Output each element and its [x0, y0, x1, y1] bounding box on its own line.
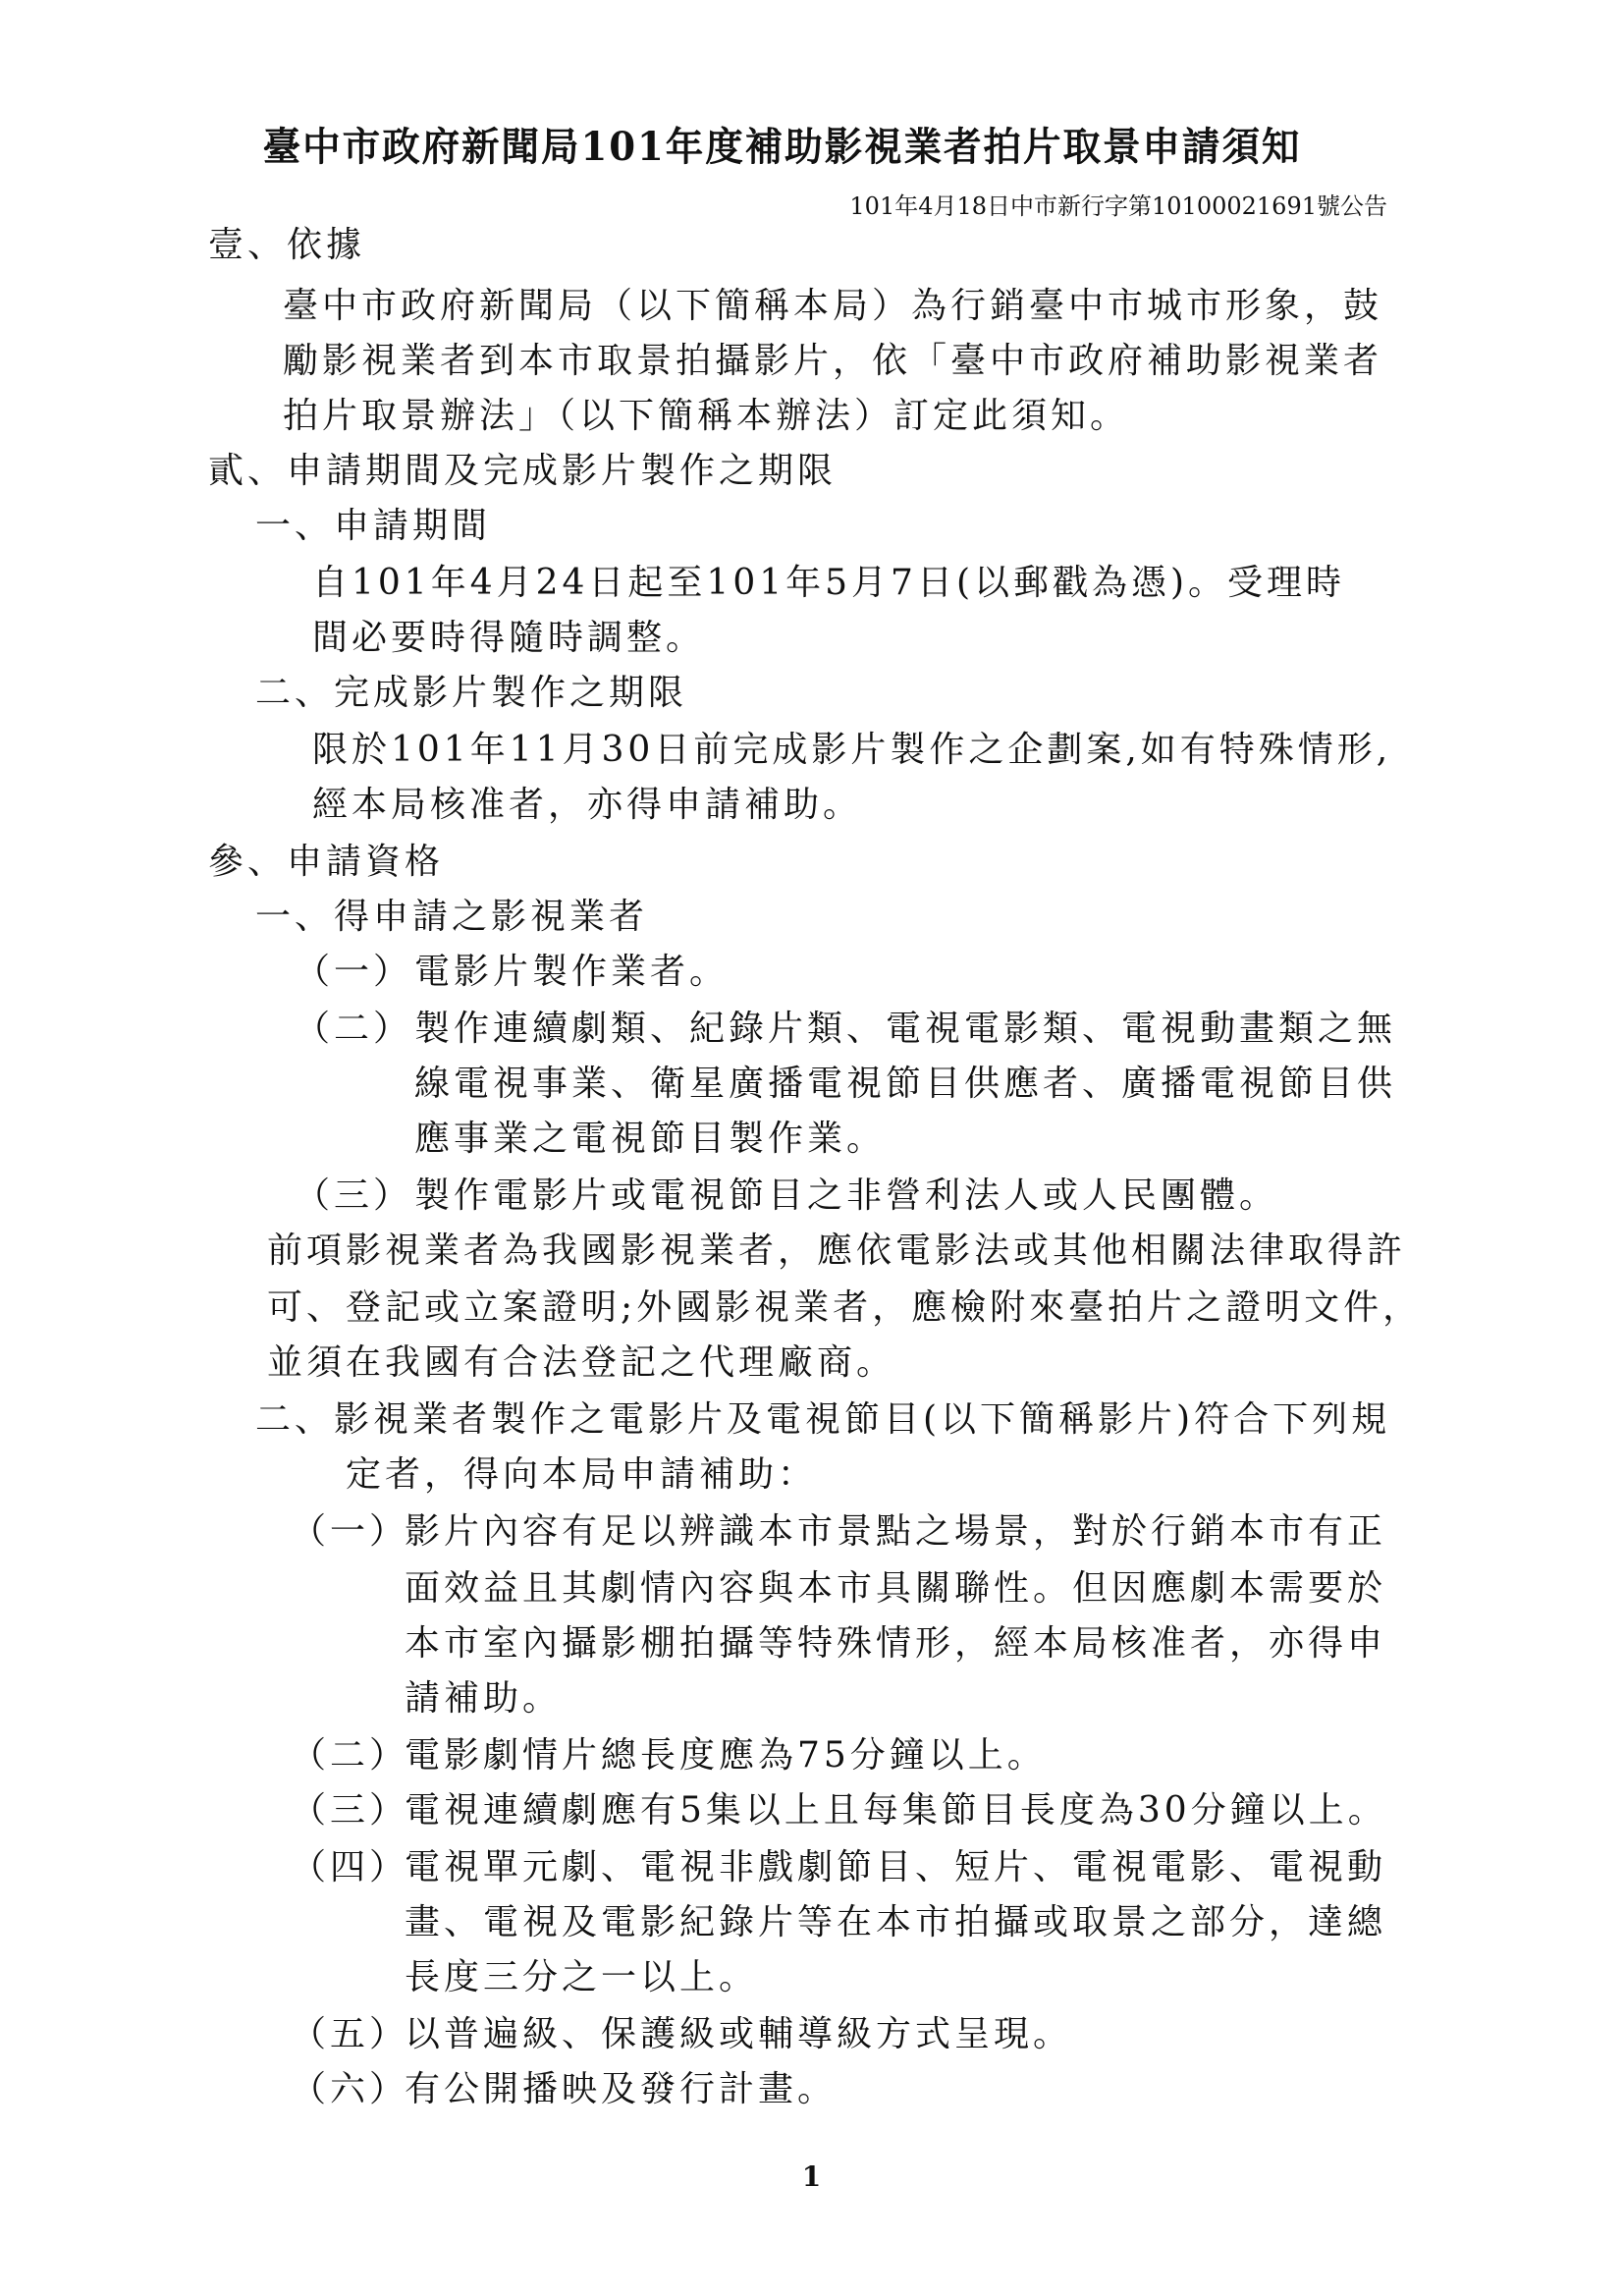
subitem-line: 長度三分之一以上。	[405, 1957, 759, 1997]
page-number: 1	[801, 2160, 822, 2193]
subitem-line: 電影劇情片總長度應為75分鐘以上。	[405, 1735, 1047, 1776]
subitem-line: 製作電影片或電視節目之非營利法人或人民團體。	[414, 1175, 1279, 1216]
subitem-label: （四）	[291, 1847, 409, 1887]
eligibility-note-line-3: 並須在我國有合法登記之代理廠商。	[267, 1342, 896, 1383]
subitem-line: 畫、電視及電影紀錄片等在本市拍攝或取景之部分，達總	[405, 1902, 1387, 1942]
subitem-label: （三）	[291, 1790, 409, 1831]
announcement-reference: 101年4月18日中市新行字第10100021691號公告	[849, 192, 1387, 220]
section-2-item-1-line-1: 自101年4月24日起至101年5月7日(以郵戳為憑)。受理時	[312, 563, 1346, 603]
subitem-line: 製作連續劇類、紀錄片類、電視電影類、電視動畫類之無	[414, 1009, 1397, 1049]
section-1-line-3: 拍片取景辦法」（以下簡稱本辦法）訂定此須知。	[283, 396, 1130, 436]
subitem-line: 有公開播映及發行計畫。	[405, 2069, 838, 2109]
section-3-item-1-heading: 一、得申請之影視業者	[255, 897, 649, 937]
section-heading-2: 貳、申請期間及完成影片製作之期限	[208, 451, 838, 491]
subitem-line: 面效益且其劇情內容與本市具關聯性。但因應劇本需要於	[405, 1568, 1387, 1609]
subitem-line: 電影片製作業者。	[414, 952, 730, 992]
subitem-line: 本市室內攝影棚拍攝等特殊情形，經本局核准者，亦得申	[405, 1623, 1387, 1664]
section-1-line-2: 勵影視業者到本市取景拍攝影片，依「臺中市政府補助影視業者	[283, 341, 1383, 381]
subitem-line: 線電視事業、衛星廣播電視節目供應者、廣播電視節目供	[414, 1064, 1397, 1104]
subitem-label: （二）	[295, 1009, 413, 1049]
section-3-item-2-heading-line-2: 定者，得向本局申請補助：	[346, 1454, 818, 1495]
subitem-label: （二）	[291, 1735, 409, 1776]
subitem-label: （六）	[291, 2069, 409, 2109]
section-heading-1: 壹、依據	[208, 225, 366, 265]
subitem-line: 以普遍級、保護級或輔導級方式呈現。	[405, 2014, 1073, 2054]
section-3-item-2-heading-line-1: 二、影視業者製作之電影片及電視節目(以下簡稱影片)符合下列規	[255, 1399, 1391, 1440]
subitem-label: （五）	[291, 2014, 409, 2054]
subitem-line: 影片內容有足以辨識本市景點之場景，對於行銷本市有正	[405, 1511, 1387, 1552]
subitem-line: 請補助。	[405, 1678, 563, 1719]
section-2-item-2-line-2: 經本局核准者，亦得申請補助。	[312, 785, 863, 825]
section-2-item-1-heading: 一、申請期間	[255, 506, 492, 546]
subitem-label: （一）	[291, 1511, 409, 1552]
section-1-line-1: 臺中市政府新聞局（以下簡稱本局）為行銷臺中市城市形象，鼓	[283, 286, 1383, 326]
section-heading-3: 參、申請資格	[208, 842, 445, 882]
subitem-label: （一）	[295, 952, 413, 992]
section-2-item-2-heading: 二、完成影片製作之期限	[255, 673, 688, 713]
subitem-line: 電視連續劇應有5集以上且每集節目長度為30分鐘以上。	[405, 1790, 1387, 1831]
subitem-line: 應事業之電視節目製作業。	[414, 1119, 887, 1159]
section-2-item-2-line-1: 限於101年11月30日前完成影片製作之企劃案,如有特殊情形,	[312, 730, 1392, 770]
subitem-label: （三）	[295, 1175, 413, 1216]
document-title: 臺中市政府新聞局101年度補助影視業者拍片取景申請須知	[262, 124, 1302, 170]
eligibility-note-line-1: 前項影視業者為我國影視業者，應依電影法或其他相關法律取得許	[267, 1230, 1407, 1271]
section-2-item-1-line-2: 間必要時得隨時調整。	[312, 618, 706, 658]
eligibility-note-line-2: 可、登記或立案證明;外國影視業者，應檢附來臺拍片之證明文件，	[267, 1287, 1423, 1328]
subitem-line: 電視單元劇、電視非戲劇節目、短片、電視電影、電視動	[405, 1847, 1387, 1887]
